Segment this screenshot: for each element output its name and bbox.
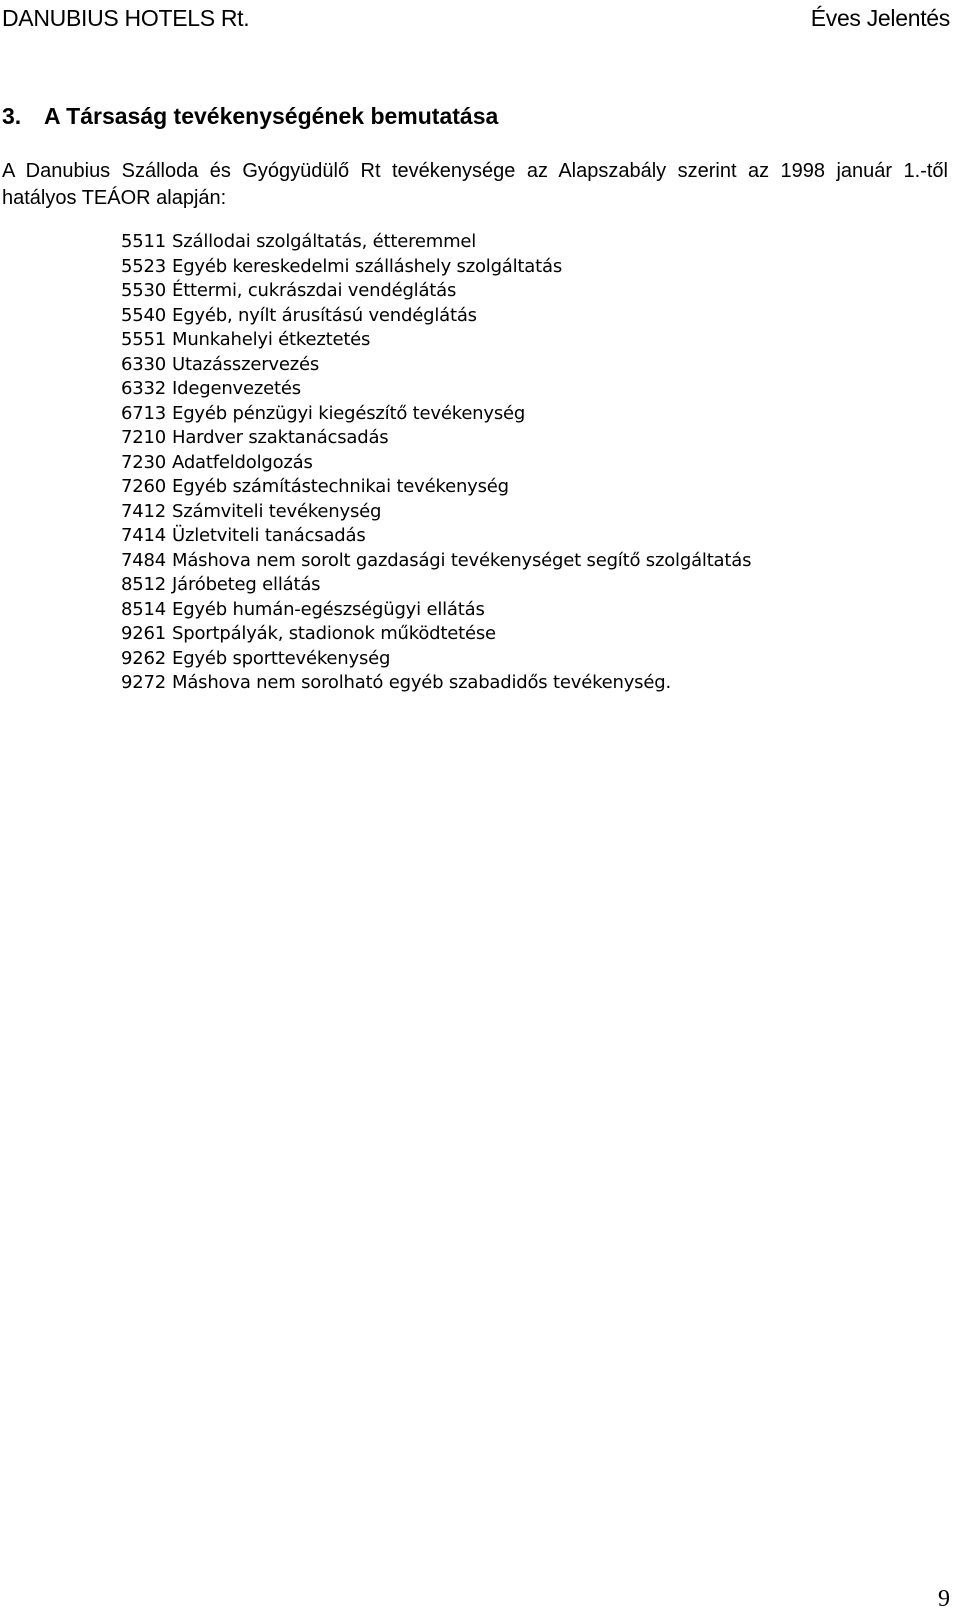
activity-code: 7210 xyxy=(121,427,167,448)
section-number: 3. xyxy=(2,103,22,129)
list-item xyxy=(121,230,751,255)
company-name: DANUBIUS HOTELS Rt. xyxy=(2,5,250,31)
activity-code: 6332 xyxy=(121,378,167,399)
list-item xyxy=(121,598,751,623)
activity-label: Sportpályák, stadionok működtetése xyxy=(172,623,496,644)
report-title: Éves Jelentés xyxy=(810,5,950,31)
list-item xyxy=(121,426,751,451)
activity-code: 5551 xyxy=(121,329,167,350)
list-item xyxy=(121,402,751,427)
activity-label: Szállodai szolgáltatás, étteremmel xyxy=(172,231,477,252)
activity-code: 6330 xyxy=(121,353,167,375)
list-item xyxy=(121,304,751,329)
activity-label: Üzletviteli tanácsadás xyxy=(172,525,366,546)
activity-label: Egyéb, nyílt árusítású vendéglátás xyxy=(172,304,477,326)
activity-code: 5511 xyxy=(121,231,167,252)
intro-paragraph: A Danubius Szálloda és Gyógyüdülő Rt tevékenysége az Alapszabály szerint az 1998 január 1.-től hatályos TEÁOR alapján: xyxy=(2,160,948,209)
activity-label: Járóbeteg ellátás xyxy=(172,574,321,595)
activity-label: Egyéb számítástechnikai tevékenység xyxy=(172,476,509,497)
activity-code: 8512 xyxy=(121,574,167,595)
activity-code: 5540 xyxy=(121,304,167,326)
activity-label: Hardver szaktanácsadás xyxy=(172,427,389,448)
section-heading xyxy=(2,103,498,130)
list-item xyxy=(121,328,751,353)
list-item xyxy=(121,451,751,476)
page-number: 9 xyxy=(938,1586,950,1612)
list-item xyxy=(121,622,751,647)
activity-code: 7230 xyxy=(121,451,167,473)
activity-label: Számviteli tevékenység xyxy=(172,500,382,522)
activity-label: Egyéb pénzügyi kiegészítő tevékenység xyxy=(172,402,526,424)
list-item xyxy=(121,573,751,598)
activity-label: Idegenvezetés xyxy=(172,378,301,399)
activity-code: 7484 xyxy=(121,549,167,571)
list-item xyxy=(121,255,751,280)
activity-code: 9262 xyxy=(121,647,167,669)
activity-code: 8514 xyxy=(121,598,167,620)
activity-label: Máshova nem sorolt gazdasági tevékenységet segítő szolgáltatás xyxy=(172,549,752,571)
list-item xyxy=(121,647,751,672)
list-item xyxy=(121,377,751,402)
activity-label: Egyéb kereskedelmi szálláshely szolgáltatás xyxy=(172,255,562,277)
activity-code: 7414 xyxy=(121,525,167,546)
activity-list xyxy=(121,230,751,696)
activity-code: 9261 xyxy=(121,623,167,644)
list-item xyxy=(121,475,751,500)
list-item xyxy=(121,524,751,549)
list-item xyxy=(121,353,751,378)
activity-label: Éttermi, cukrászdai vendéglátás xyxy=(172,280,457,301)
activity-label: Adatfeldolgozás xyxy=(172,451,313,473)
activity-label: Egyéb humán-egészségügyi ellátás xyxy=(172,598,485,620)
activity-label: Utazásszervezés xyxy=(172,353,320,375)
activity-code: 9272 xyxy=(121,672,167,693)
activity-code: 7412 xyxy=(121,500,167,522)
list-item xyxy=(121,671,751,696)
list-item xyxy=(121,549,751,574)
activity-label: Munkahelyi étkeztetés xyxy=(172,329,371,350)
activity-code: 5530 xyxy=(121,280,167,301)
list-item xyxy=(121,279,751,304)
list-item xyxy=(121,500,751,525)
section-title-text: A Társaság tevékenységének bemutatása xyxy=(44,103,499,129)
activity-code: 5523 xyxy=(121,255,167,277)
activity-code: 6713 xyxy=(121,402,167,424)
activity-code: 7260 xyxy=(121,476,167,497)
activity-label: Máshova nem sorolható egyéb szabadidős tevékenység. xyxy=(172,672,671,693)
activity-label: Egyéb sporttevékenység xyxy=(172,647,391,669)
